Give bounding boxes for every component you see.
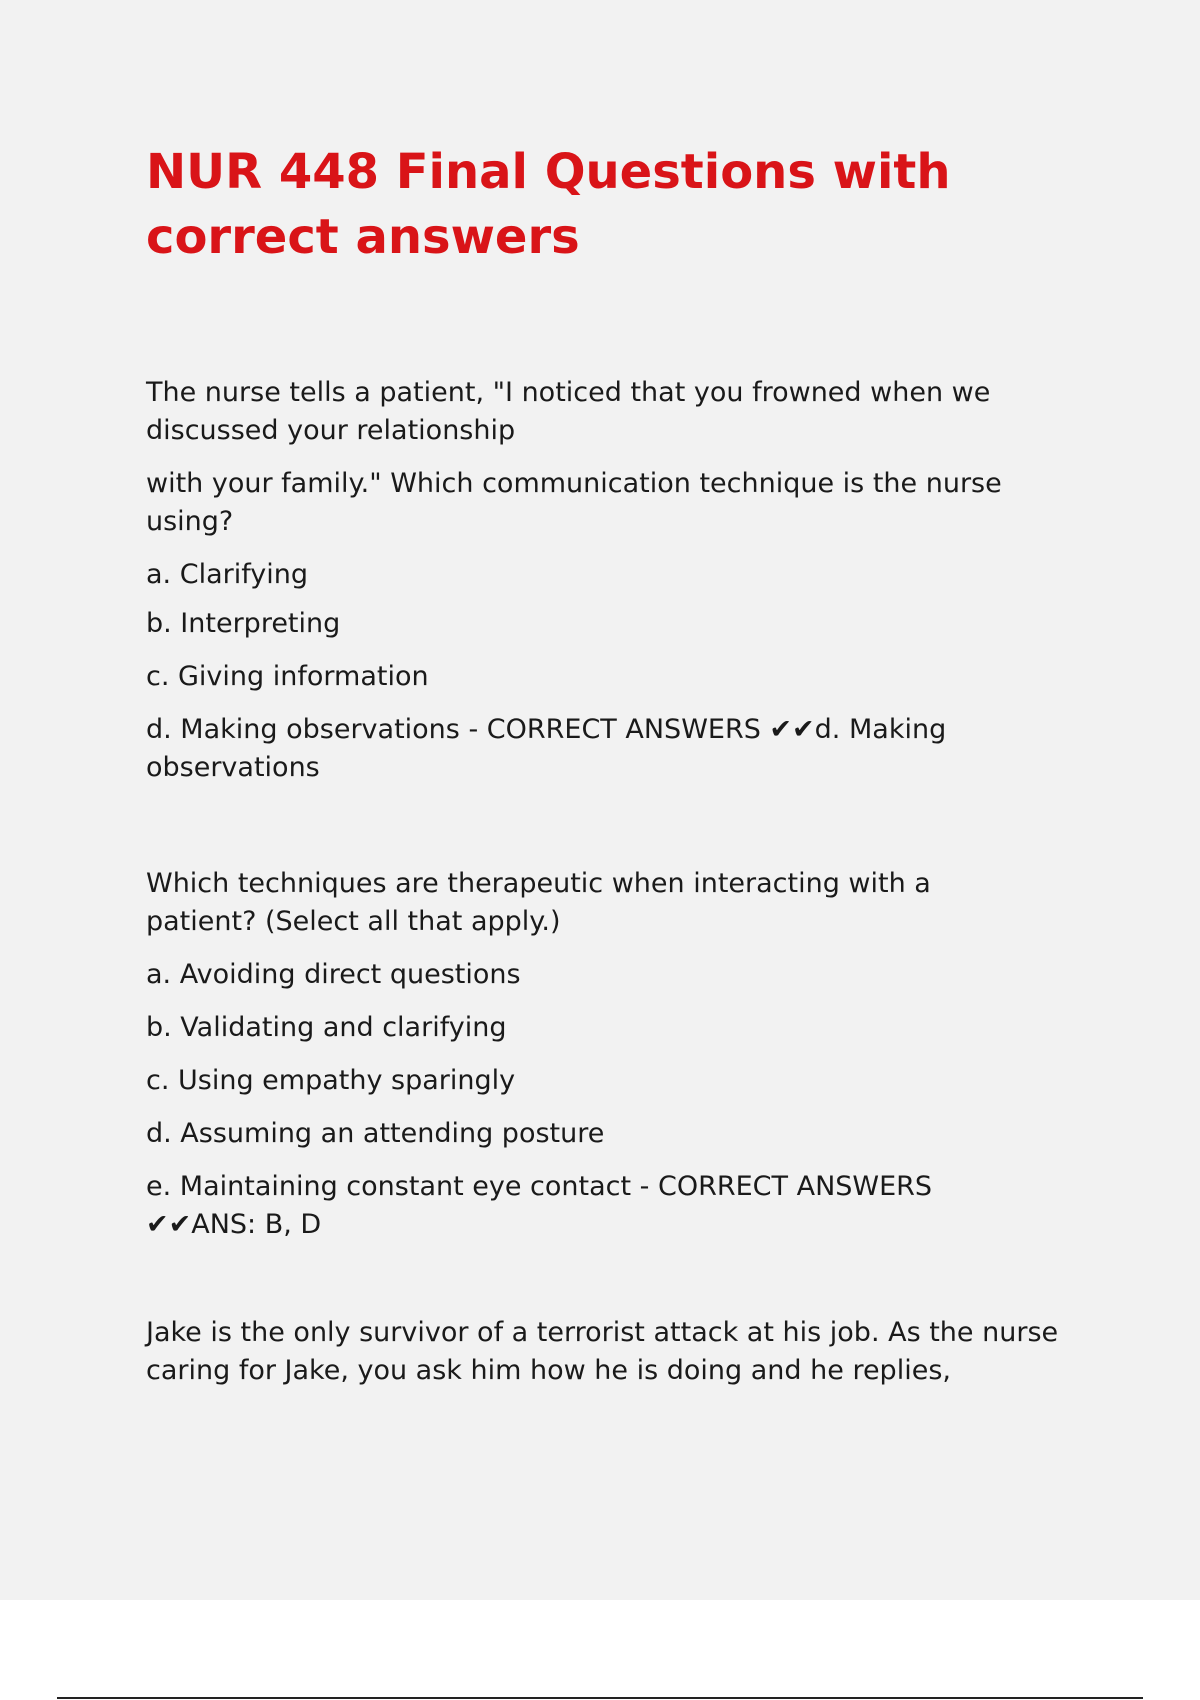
answer-option: a. Avoiding direct questions xyxy=(146,959,521,990)
answer-option: c. Using empathy sparingly xyxy=(146,1065,516,1096)
answer-option: b. Validating and clarifying xyxy=(146,1012,507,1043)
question-block-3 xyxy=(146,1314,1106,1390)
answer-option-with-correct-answer: d. Making observations - CORRECT ANSWERS ✔✔d. Making observations xyxy=(146,714,947,783)
answer-option-with-correct-answer: e. Maintaining constant eye contact - CORRECT ANSWERS ✔✔ANS: B, D xyxy=(146,1171,933,1240)
question-text: Jake is the only survivor of a terrorist attack at his job. As the nurse caring for Jake, you ask him how he is doing and he replies, xyxy=(146,1317,1059,1386)
question-text: Which techniques are therapeutic when interacting with a patient? (Select all that apply.) xyxy=(146,868,931,937)
answer-option: b. Interpreting xyxy=(146,608,341,639)
question-text: with your family." Which communication technique is the nurse using? xyxy=(146,468,1002,537)
footer-divider xyxy=(57,1697,1143,1699)
question-block-2 xyxy=(146,865,1106,1244)
question-text: The nurse tells a patient, "I noticed that you frowned when we discussed your relationship xyxy=(146,377,991,446)
answer-option: c. Giving information xyxy=(146,661,429,692)
document-content xyxy=(146,140,1106,1405)
document-title: NUR 448 Final Questions with correct answers xyxy=(146,144,951,265)
question-block-1 xyxy=(146,374,1106,787)
answer-option: d. Assuming an attending posture xyxy=(146,1118,605,1149)
answer-option: a. Clarifying xyxy=(146,559,308,590)
